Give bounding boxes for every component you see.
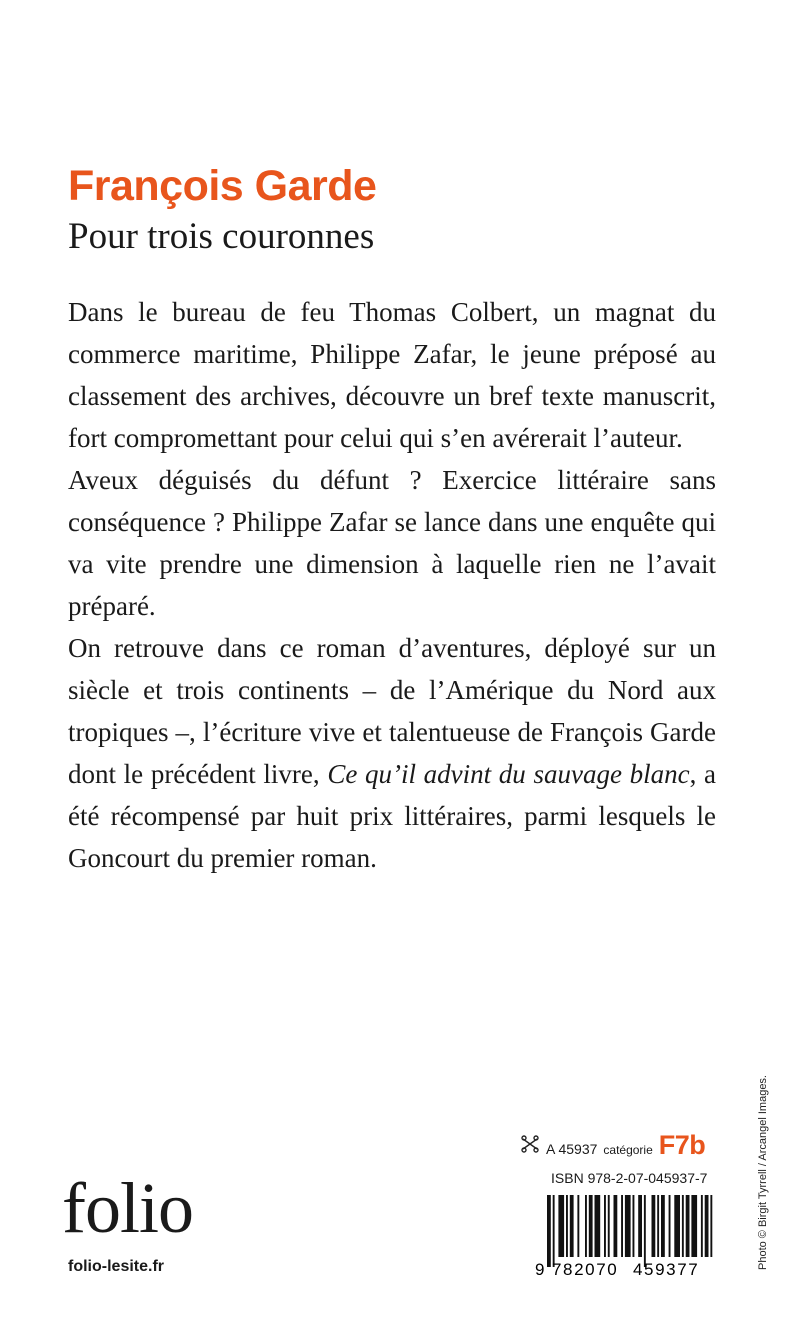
- folio-ornament-icon: [520, 1134, 540, 1154]
- author-name: François Garde: [68, 162, 377, 210]
- barcode-bar: [566, 1195, 568, 1257]
- blurb-paragraph-1: Dans le bureau de feu Thomas Colbert, un magnat du commerce maritime, Philippe Zafar, le jeune préposé au classement des archives, découvre un bref texte manuscrit, fort compromettant pour celui qui s’en avérerait l’auteur.: [68, 297, 716, 453]
- barcode-bar: [625, 1195, 631, 1257]
- barcode-bar: [553, 1195, 555, 1267]
- barcode-bar: [604, 1195, 606, 1257]
- barcode-left-digits: 782070: [552, 1260, 619, 1277]
- barcode-bar: [614, 1195, 618, 1257]
- book-title: Pour trois couronnes: [68, 216, 375, 257]
- barcode-bar: [547, 1195, 551, 1267]
- barcode-bar: [585, 1195, 587, 1257]
- barcode: [533, 1195, 715, 1277]
- category-label: catégorie: [603, 1143, 653, 1157]
- catalog-info: [520, 1130, 705, 1161]
- photo-credit: Photo © Birgit Tyrrell / Arcangel Images.: [757, 1075, 769, 1270]
- blurb-paragraph-2: Aveux déguisés du défunt ? Exercice littéraire sans conséquence ? Philippe Zafar se lance dans une enquête qui va vite prendre une dimension à laquelle rien ne l’avait préparé.: [68, 465, 716, 621]
- barcode-bar: [644, 1195, 646, 1267]
- barcode-right-digits: 459377: [633, 1260, 700, 1277]
- barcode-bar: [657, 1195, 659, 1257]
- blurb-text: On retrouve dans ce roman d’aventures, déployé sur un siècle et trois continents – de l’Amérique du Nord aux tropiques –, l’écriture vive et talentueuse de François Garde dont le précédent livre,: [68, 633, 716, 789]
- barcode-bar: [705, 1195, 709, 1257]
- barcode-bar: [686, 1195, 690, 1257]
- blurb-paragraph-3: [68, 627, 716, 879]
- barcode-bar: [674, 1195, 680, 1257]
- barcode-bar: [589, 1195, 593, 1257]
- barcode-bar: [633, 1195, 635, 1257]
- barcode-bar: [558, 1195, 564, 1257]
- barcode-bar: [652, 1195, 656, 1257]
- back-cover-blurb: [68, 291, 716, 879]
- barcode-bar: [661, 1195, 665, 1257]
- publisher-website: folio-lesite.fr: [68, 1258, 165, 1275]
- barcode-bar: [638, 1195, 642, 1257]
- publisher-logo: folio: [62, 1168, 193, 1248]
- barcode-bar: [570, 1195, 574, 1257]
- catalog-number: A 45937: [546, 1141, 598, 1157]
- barcode-bar: [577, 1195, 579, 1257]
- blurb-text: , a été récompensé par huit prix littéraires, parmi lesquels le Goncourt du premier roman.: [68, 759, 716, 873]
- barcode-bar: [691, 1195, 697, 1257]
- category-code: F7b: [658, 1130, 706, 1160]
- barcode-bar: [595, 1195, 601, 1257]
- barcode-bar: [710, 1195, 712, 1257]
- previous-book-title: Ce qu’il advint du sauvage blanc: [327, 759, 690, 789]
- barcode-bar: [669, 1195, 671, 1257]
- barcode-bar: [621, 1195, 623, 1257]
- barcode-bar: [682, 1195, 684, 1257]
- barcode-bar: [701, 1195, 703, 1257]
- isbn: ISBN 978-2-07-045937-7: [551, 1170, 708, 1186]
- barcode-bar: [608, 1195, 610, 1257]
- barcode-first-digit: 9: [535, 1260, 545, 1277]
